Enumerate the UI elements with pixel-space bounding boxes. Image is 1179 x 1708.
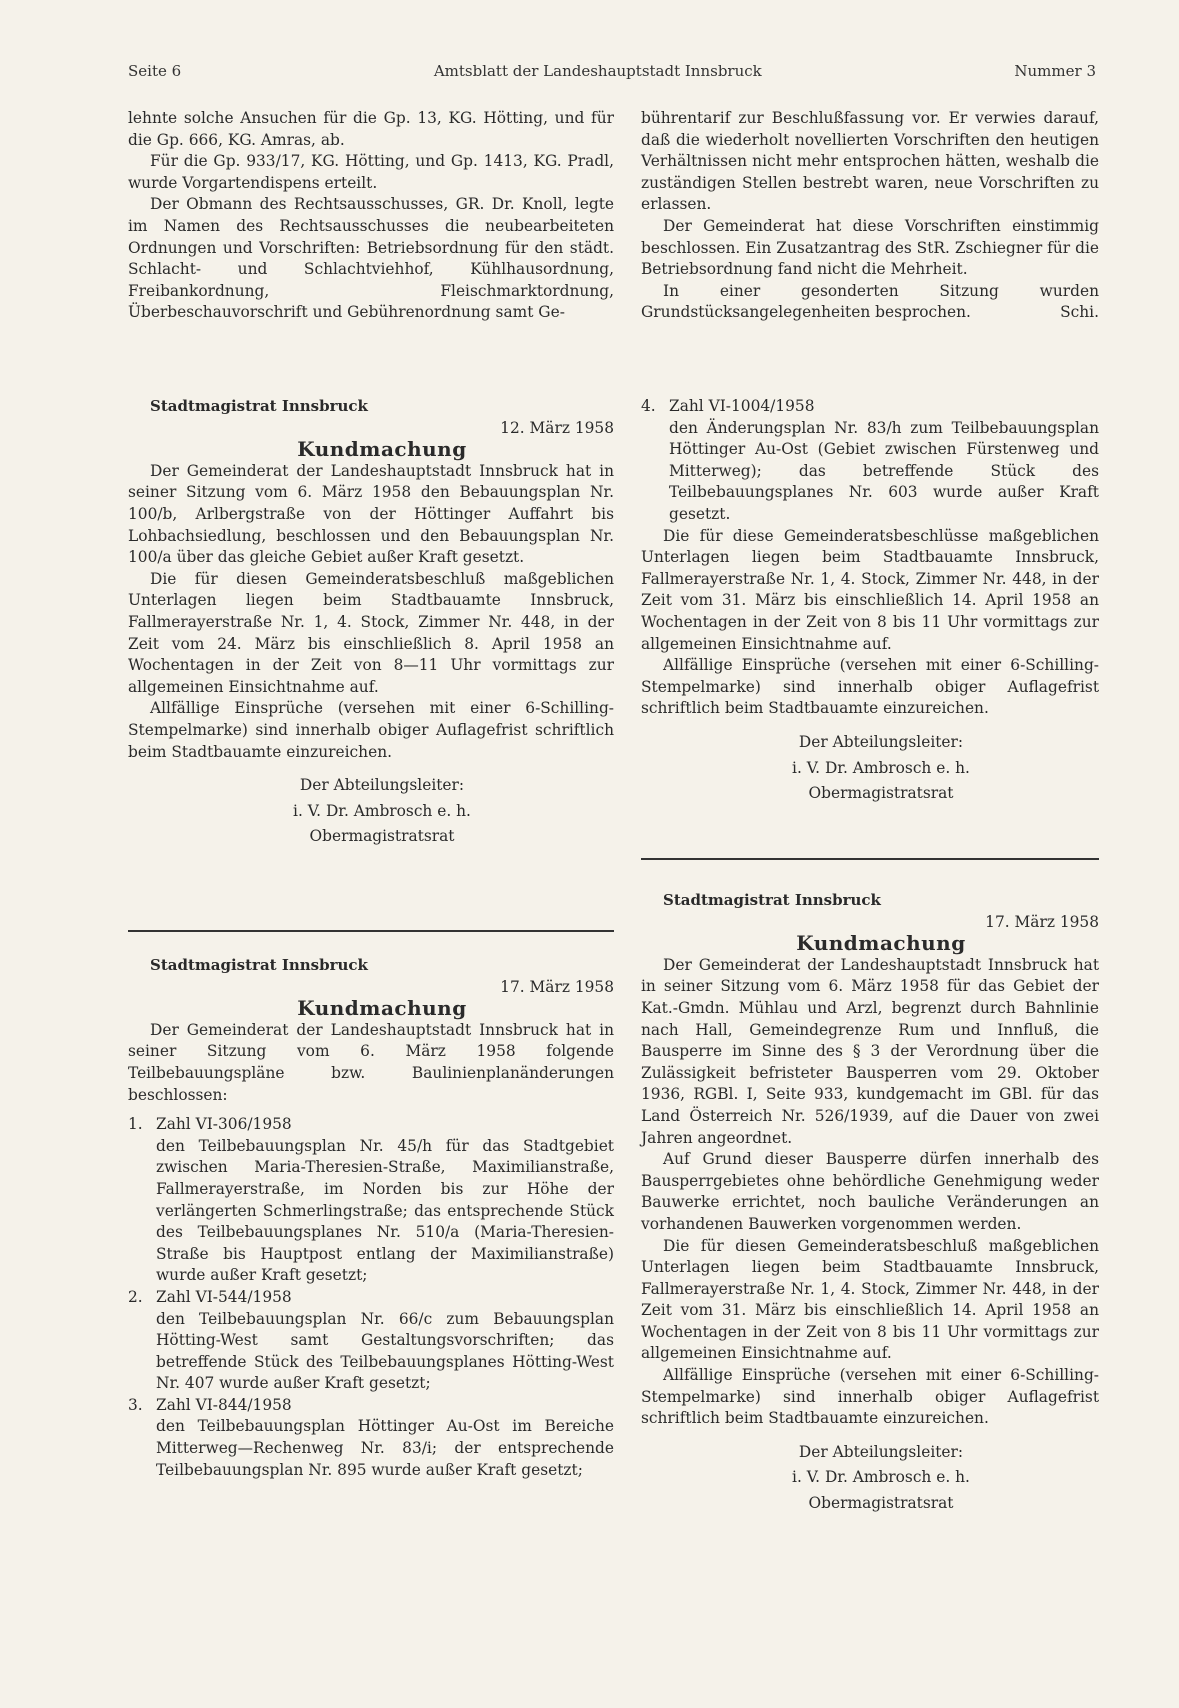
- top-left-section: [128, 108, 614, 324]
- page-header: [128, 62, 1096, 80]
- notice-2: [128, 955, 614, 1481]
- notice-title: Kundmachung: [796, 931, 966, 956]
- signature-title: Obermagistratsrat: [309, 827, 455, 846]
- masthead: Stadtmagistrat Innsbruck: [150, 397, 368, 415]
- notice-date: 17. März 1958: [500, 977, 614, 996]
- paragraph: Die für diese Gemeinderatsbeschlüsse maßgeblichen Unterlagen liegen beim Stadtbauamte Innsbruck, Fallmerayerstraße Nr. 1, 4. Stock, Zimmer Nr. 448, in der Zeit vom 31. März bis einschließlich 14. April 1958 an Wochentagen in der Zeit von 8 bis 11 Uhr vormittags zur allgemeinen Einsichtnahme auf.: [641, 526, 1099, 653]
- paragraph: lehnte solche Ansuchen für die Gp. 13, KG. Hötting, und für die Gp. 666, KG. Amras, ab.: [128, 109, 614, 149]
- signature-title: Obermagistratsrat: [808, 1494, 954, 1513]
- item-number: 4.: [641, 397, 656, 415]
- item-number: 2.: [128, 1287, 143, 1306]
- divider: [128, 930, 614, 932]
- item-heading: Zahl VI-1004/1958: [669, 397, 815, 415]
- issue-number: Nummer 3: [1014, 62, 1096, 80]
- masthead: Stadtmagistrat Innsbruck: [150, 956, 368, 974]
- paragraph: Für die Gp. 933/17, KG. Hötting, und Gp. 1413, KG. Pradl, wurde Vorgartendispens erteilt.: [128, 152, 614, 192]
- list-item: [128, 1114, 614, 1287]
- publication-title: Amtsblatt der Landeshauptstadt Innsbruck: [433, 62, 762, 80]
- signature-name: i. V. Dr. Ambrosch e. h.: [792, 758, 970, 777]
- item-heading: Zahl VI-306/1958: [156, 1115, 292, 1134]
- notice-date: 12. März 1958: [500, 418, 614, 437]
- paragraph: Der Gemeinderat hat diese Vorschriften einstimmig beschlossen. Ein Zusatzantrag des StR. Zschiegner für die Betriebsordnung fand nicht die Mehrheit.: [641, 216, 1099, 279]
- paragraph: Die für diesen Gemeinderatsbeschluß maßgeblichen Unterlagen liegen beim Stadtbauamte Innsbruck, Fallmerayerstraße Nr. 1, 4. Stock, Zimmer Nr. 448, in der Zeit vom 31. März bis einschließlich 14. April 1958 an Wochentagen in der Zeit von 8 bis 11 Uhr vormittags zur allgemeinen Einsichtnahme auf.: [641, 1236, 1099, 1363]
- signature-role: Der Abteilungsleiter:: [798, 732, 964, 751]
- notice-date: 17. März 1958: [985, 912, 1099, 931]
- top-right-section: [641, 108, 1099, 324]
- paragraph: Der Gemeinderat der Landeshauptstadt Innsbruck hat in seiner Sitzung vom 6. März 1958 für das Gebiet der Kat.-Gmdn. Mühlau und Arzl, begrenzt durch Bahnlinie nach Hall, Gemeindegrenze Rum und Innfluß, die Bausperre im Sinne des § 3 der Verordnung über die Zulässigkeit befristeter Bausperren vom 29. Oktober 1936, RGBl. I, Seite 933, kundgemacht im GBl. für das Land Österreich Nr. 526/1939, auf die Dauer von zwei Jahren angeordnet.: [641, 955, 1099, 1147]
- paragraph: Der Obmann des Rechtsausschusses, GR. Dr. Knoll, legte im Namen des Rechtsausschusses die neubearbeiteten Ordnungen und Vorschriften: Betriebsordnung für den städt. Schlacht- und Schlachtviehhof, Kühlhausordnung, Freibankordnung, Fleischmarktordnung, Überbeschauvorschrift und Gebührenordnung samt Ge-: [128, 195, 614, 322]
- paragraph: Allfällige Einsprüche (versehen mit einer 6-Schilling-Stempelmarke) sind innerhalb obiger Auflagefrist schriftlich beim Stadtbauamte einzureichen.: [641, 656, 1099, 718]
- list-item: [128, 1395, 614, 1481]
- list-item: [128, 1287, 614, 1395]
- notice-3: [641, 890, 1099, 1515]
- list-item: [641, 396, 1099, 526]
- signature-role: Der Abteilungsleiter:: [299, 776, 465, 795]
- page-number: Seite 6: [128, 62, 182, 80]
- paragraph: [641, 281, 1099, 324]
- paragraph-text: In einer gesonderten Sitzung wurden Grundstücksangelegenheiten besprochen.: [641, 281, 1099, 322]
- notice-title: Kundmachung: [297, 996, 467, 1021]
- item-heading: Zahl VI-844/1958: [156, 1395, 292, 1414]
- item-text: den Teilbebauungsplan Nr. 45/h für das Stadtgebiet zwischen Maria-Theresien-Straße, Maximilianstraße, Fallmerayerstraße, im Norden bis zur Höhe der verlängerten Schmerlingstraße; das entsprechende Stück des Teilbebauungsplanes Nr. 510/a (Maria-Theresien-Straße bis Hauptpost entlang der Maximilianstraße) wurde außer Kraft gesetzt;: [156, 1136, 614, 1285]
- paragraph: bührentarif zur Beschlußfassung vor. Er verwies darauf, daß die wiederholt novellierten Vorschriften den heutigen Verhältnissen nicht mehr entsprochen hätten, weshalb die zuständigen Stellen bestrebt waren, neue Vorschriften zu erlassen.: [641, 109, 1099, 214]
- notice-2-continued: [641, 396, 1099, 805]
- item-number: 1.: [128, 1115, 143, 1134]
- paragraph: Der Gemeinderat der Landeshauptstadt Innsbruck hat in seiner Sitzung vom 6. März 1958 den Bebauungsplan Nr. 100/b, Arlbergstraße von der Höttinger Auffahrt bis Lohbachsiedlung, beschlossen und den Bebauungsplan Nr. 100/a über das gleiche Gebiet außer Kraft gesetzt.: [128, 461, 614, 567]
- item-number: 3.: [128, 1395, 143, 1414]
- item-text: den Teilbebauungsplan Höttinger Au-Ost im Bereiche Mitterweg—Rechenweg Nr. 83/i; der entsprechende Teilbebauungsplan Nr. 895 wurde außer Kraft gesetzt;: [156, 1417, 614, 1479]
- paragraph: Die für diesen Gemeinderatsbeschluß maßgeblichen Unterlagen liegen beim Stadtbauamte Innsbruck, Fallmerayerstraße Nr. 1, 4. Stock, Zimmer Nr. 448, in der Zeit vom 24. März bis einschließlich 8. April 1958 an Wochentagen in der Zeit von 8—11 Uhr vormittags zur allgemeinen Einsichtnahme auf.: [128, 569, 614, 696]
- signature-role: Der Abteilungsleiter:: [798, 1442, 964, 1461]
- divider: [641, 858, 1099, 860]
- item-text: den Änderungsplan Nr. 83/h zum Teilbebauungsplan Höttinger Au-Ost (Gebiet zwischen Fürstenweg und Mitterweg); das betreffende Stück des Teilbebauungsplanes Nr. 603 wurde außer Kraft gesetzt.: [669, 418, 1099, 523]
- paragraph: Allfällige Einsprüche (versehen mit einer 6-Schilling-Stempelmarke) sind innerhalb obiger Auflagefrist schriftlich beim Stadtbauamte einzureichen.: [641, 1366, 1099, 1428]
- paragraph: Auf Grund dieser Bausperre dürfen innerhalb des Bausperrgebietes ohne behördliche Genehmigung weder Bauwerke errichtet, noch bauliche Veränderungen an vorhandenen Bauwerken vorgenommen werden.: [641, 1150, 1099, 1233]
- paragraph: Allfällige Einsprüche (versehen mit einer 6-Schilling-Stempelmarke) sind innerhalb obiger Auflagefrist schriftlich beim Stadtbauamte einzureichen.: [128, 699, 614, 761]
- signature-name: i. V. Dr. Ambrosch e. h.: [293, 801, 471, 820]
- notice-1: [128, 396, 614, 848]
- item-heading: Zahl VI-544/1958: [156, 1287, 292, 1306]
- masthead: Stadtmagistrat Innsbruck: [663, 891, 881, 909]
- signature-name: i. V. Dr. Ambrosch e. h.: [792, 1468, 970, 1487]
- item-text: den Teilbebauungsplan Nr. 66/c zum Bebauungsplan Hötting-West samt Gestaltungsvorschriften; das betreffende Stück des Teilbebauungsplanes Hötting-West Nr. 407 wurde außer Kraft gesetzt;: [156, 1309, 614, 1393]
- signature-title: Obermagistratsrat: [808, 784, 954, 803]
- paragraph: Der Gemeinderat der Landeshauptstadt Innsbruck hat in seiner Sitzung vom 6. März 1958 folgende Teilbebauungspläne bzw. Baulinienplanänderungen beschlossen:: [128, 1020, 614, 1104]
- author-initials: Schi.: [1060, 303, 1099, 322]
- notice-title: Kundmachung: [297, 437, 467, 462]
